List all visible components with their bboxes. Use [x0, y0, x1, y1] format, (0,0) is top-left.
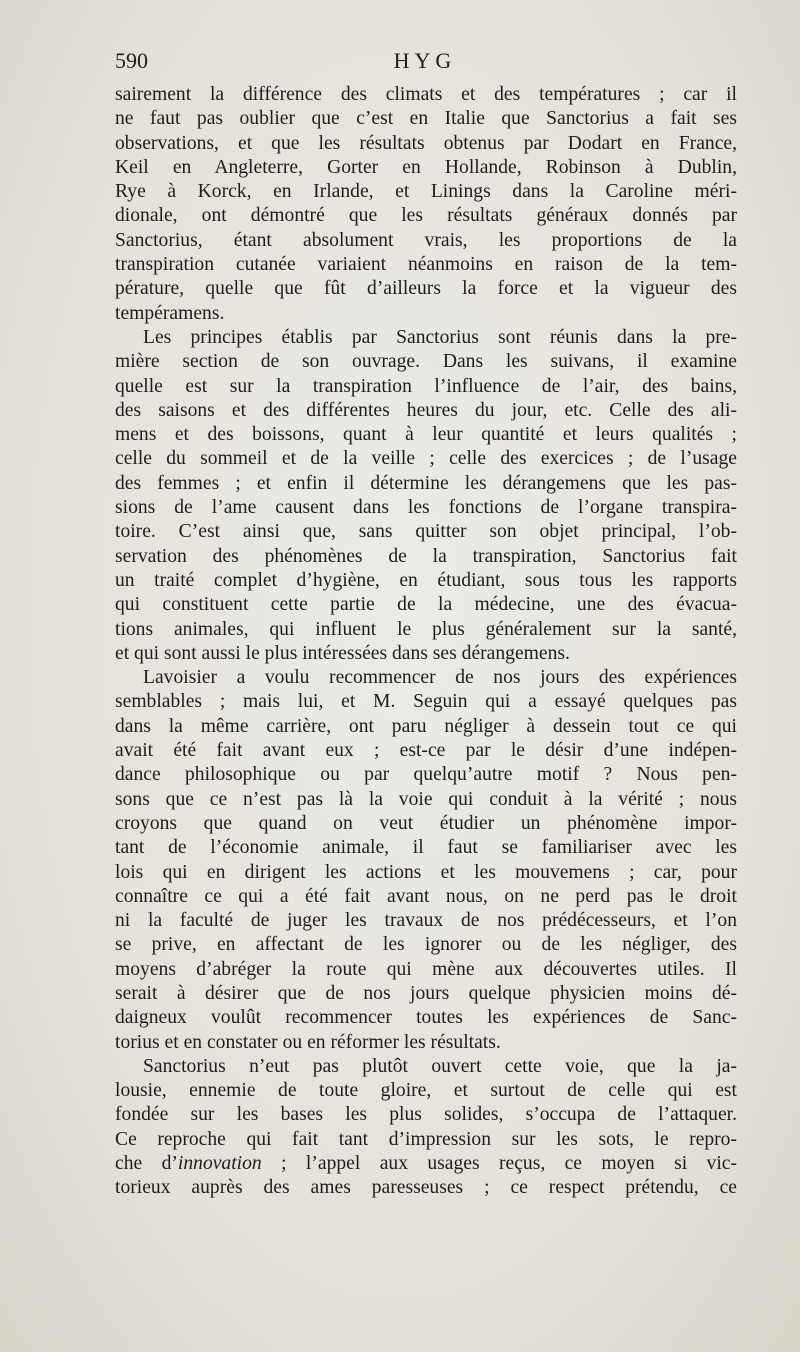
body-text — [115, 83, 737, 1201]
text-line: servation des phénomènes de la transpiration, Sanctorius fait — [115, 545, 737, 567]
text-line: Rye à Korck, en Irlande, et Linings dans la Caroline méri- — [115, 181, 737, 203]
text-line: celle du sommeil et de la veille ; celle des exercices ; de l’usage — [115, 448, 737, 470]
text-line: un traité complet d’hygiène, en étudiant, sous tous les rapports — [115, 569, 737, 591]
page-header — [115, 44, 735, 80]
text-line: dance philosophique ou par quelqu’autre motif ? Nous pen- — [115, 764, 737, 786]
text-line: Sanctorius n’eut pas plutôt ouvert cette voie, que la ja- — [143, 1055, 737, 1077]
text-line: quelle est sur la transpiration l’influence de l’air, des bains, — [115, 375, 737, 397]
text-line: observations, et que les résultats obtenus par Dodart en France, — [115, 132, 737, 154]
text-line: se prive, en affectant de les ignorer ou de les négliger, des — [115, 934, 737, 956]
text-line: Keil en Angleterre, Gorter en Hollande, Robinson à Dublin, — [115, 156, 737, 178]
text-line: sions de l’ame causent dans les fonctions de l’organe transpira- — [115, 497, 737, 519]
text-line: sons que ce n’est pas là la voie qui conduit à la vérité ; nous — [115, 788, 737, 810]
text-line: torius et en constater ou en réformer les résultats. — [115, 1031, 501, 1053]
text-line: des femmes ; et enfin il détermine les dérangemens que les pas- — [115, 472, 737, 494]
text-line: torieux auprès des ames paresseuses ; ce respect prétendu, ce — [115, 1177, 737, 1199]
text-line: tant de l’économie animale, il faut se familiariser avec les — [115, 837, 737, 859]
text-line: moyens d’abréger la route qui mène aux découvertes utiles. Il — [115, 958, 737, 980]
text-line: Sanctorius, étant absolument vrais, les proportions de la — [115, 229, 737, 251]
italic-word: innovation — [177, 1153, 262, 1175]
text-line: ni la faculté de juger les travaux de nos prédécesseurs, et l’on — [115, 910, 737, 932]
text-line: croyons que quand on veut étudier un phénomène impor- — [115, 812, 737, 834]
text-line: tempéramens. — [115, 302, 225, 324]
text-line: serait à désirer que de nos jours quelque physicien moins dé- — [115, 982, 737, 1004]
text-line: mens et des boissons, quant à leur quantité et leurs qualités ; — [115, 424, 737, 446]
text-line: pérature, quelle que fût d’ailleurs la force et la vigueur des — [115, 278, 737, 300]
text-line: Lavoisier a voulu recommencer de nos jours des expériences — [143, 667, 737, 689]
text-line: qui constituent cette partie de la médecine, une des évacua- — [115, 594, 737, 616]
text-line — [115, 1152, 737, 1176]
text-line: mière section de son ouvrage. Dans les suivans, il examine — [115, 351, 737, 373]
text-line: et qui sont aussi le plus intéressées dans ses dérangemens. — [115, 642, 570, 664]
text-line: des saisons et des différentes heures du jour, etc. Celle des ali- — [115, 399, 737, 421]
text-line: connaître ce qui a été fait avant nous, on ne perd pas le droit — [115, 885, 737, 907]
text-line: dans la même carrière, ont paru négliger à dessein tout ce qui — [115, 715, 737, 737]
text-line: semblables ; mais lui, et M. Seguin qui a essayé quelques pas — [115, 691, 737, 713]
text-line: sairement la différence des climats et des températures ; car il — [115, 84, 737, 105]
page-number: 590 — [115, 48, 148, 73]
text-line: tions animales, qui influent le plus généralement sur la santé, — [115, 618, 737, 640]
text-line: fondée sur les bases les plus solides, s’occupa de l’attaquer. — [115, 1104, 737, 1126]
text-segment: che d’ — [115, 1153, 178, 1175]
text-line: avait été fait avant eux ; est-ce par le désir d’une indépen- — [115, 740, 737, 762]
text-line: daigneux voulût recommencer toutes les expériences de Sanc- — [115, 1007, 737, 1029]
text-line: Ce reproche qui fait tant d’impression sur les sots, le repro- — [115, 1128, 737, 1150]
text-line: Les principes établis par Sanctorius sont réunis dans la pre- — [143, 326, 737, 348]
text-line: dionale, ont démontré que les résultats généraux donnés par — [115, 205, 737, 227]
text-line: lois qui en dirigent les actions et les mouvemens ; car, pour — [115, 861, 737, 883]
text-line: transpiration cutanée variaient néanmoins en raison de la tem- — [115, 254, 737, 276]
text-line: lousie, ennemie de toute gloire, et surtout de celle qui est — [115, 1080, 737, 1102]
text-segment: ; l’appel aux usages reçus, ce moyen si vic- — [261, 1153, 737, 1175]
text-line: ne faut pas oublier que c’est en Italie que Sanctorius a fait ses — [115, 108, 737, 130]
running-head: HYG — [393, 48, 457, 73]
text-line: toire. C’est ainsi que, sans quitter son objet principal, l’ob- — [115, 521, 737, 543]
